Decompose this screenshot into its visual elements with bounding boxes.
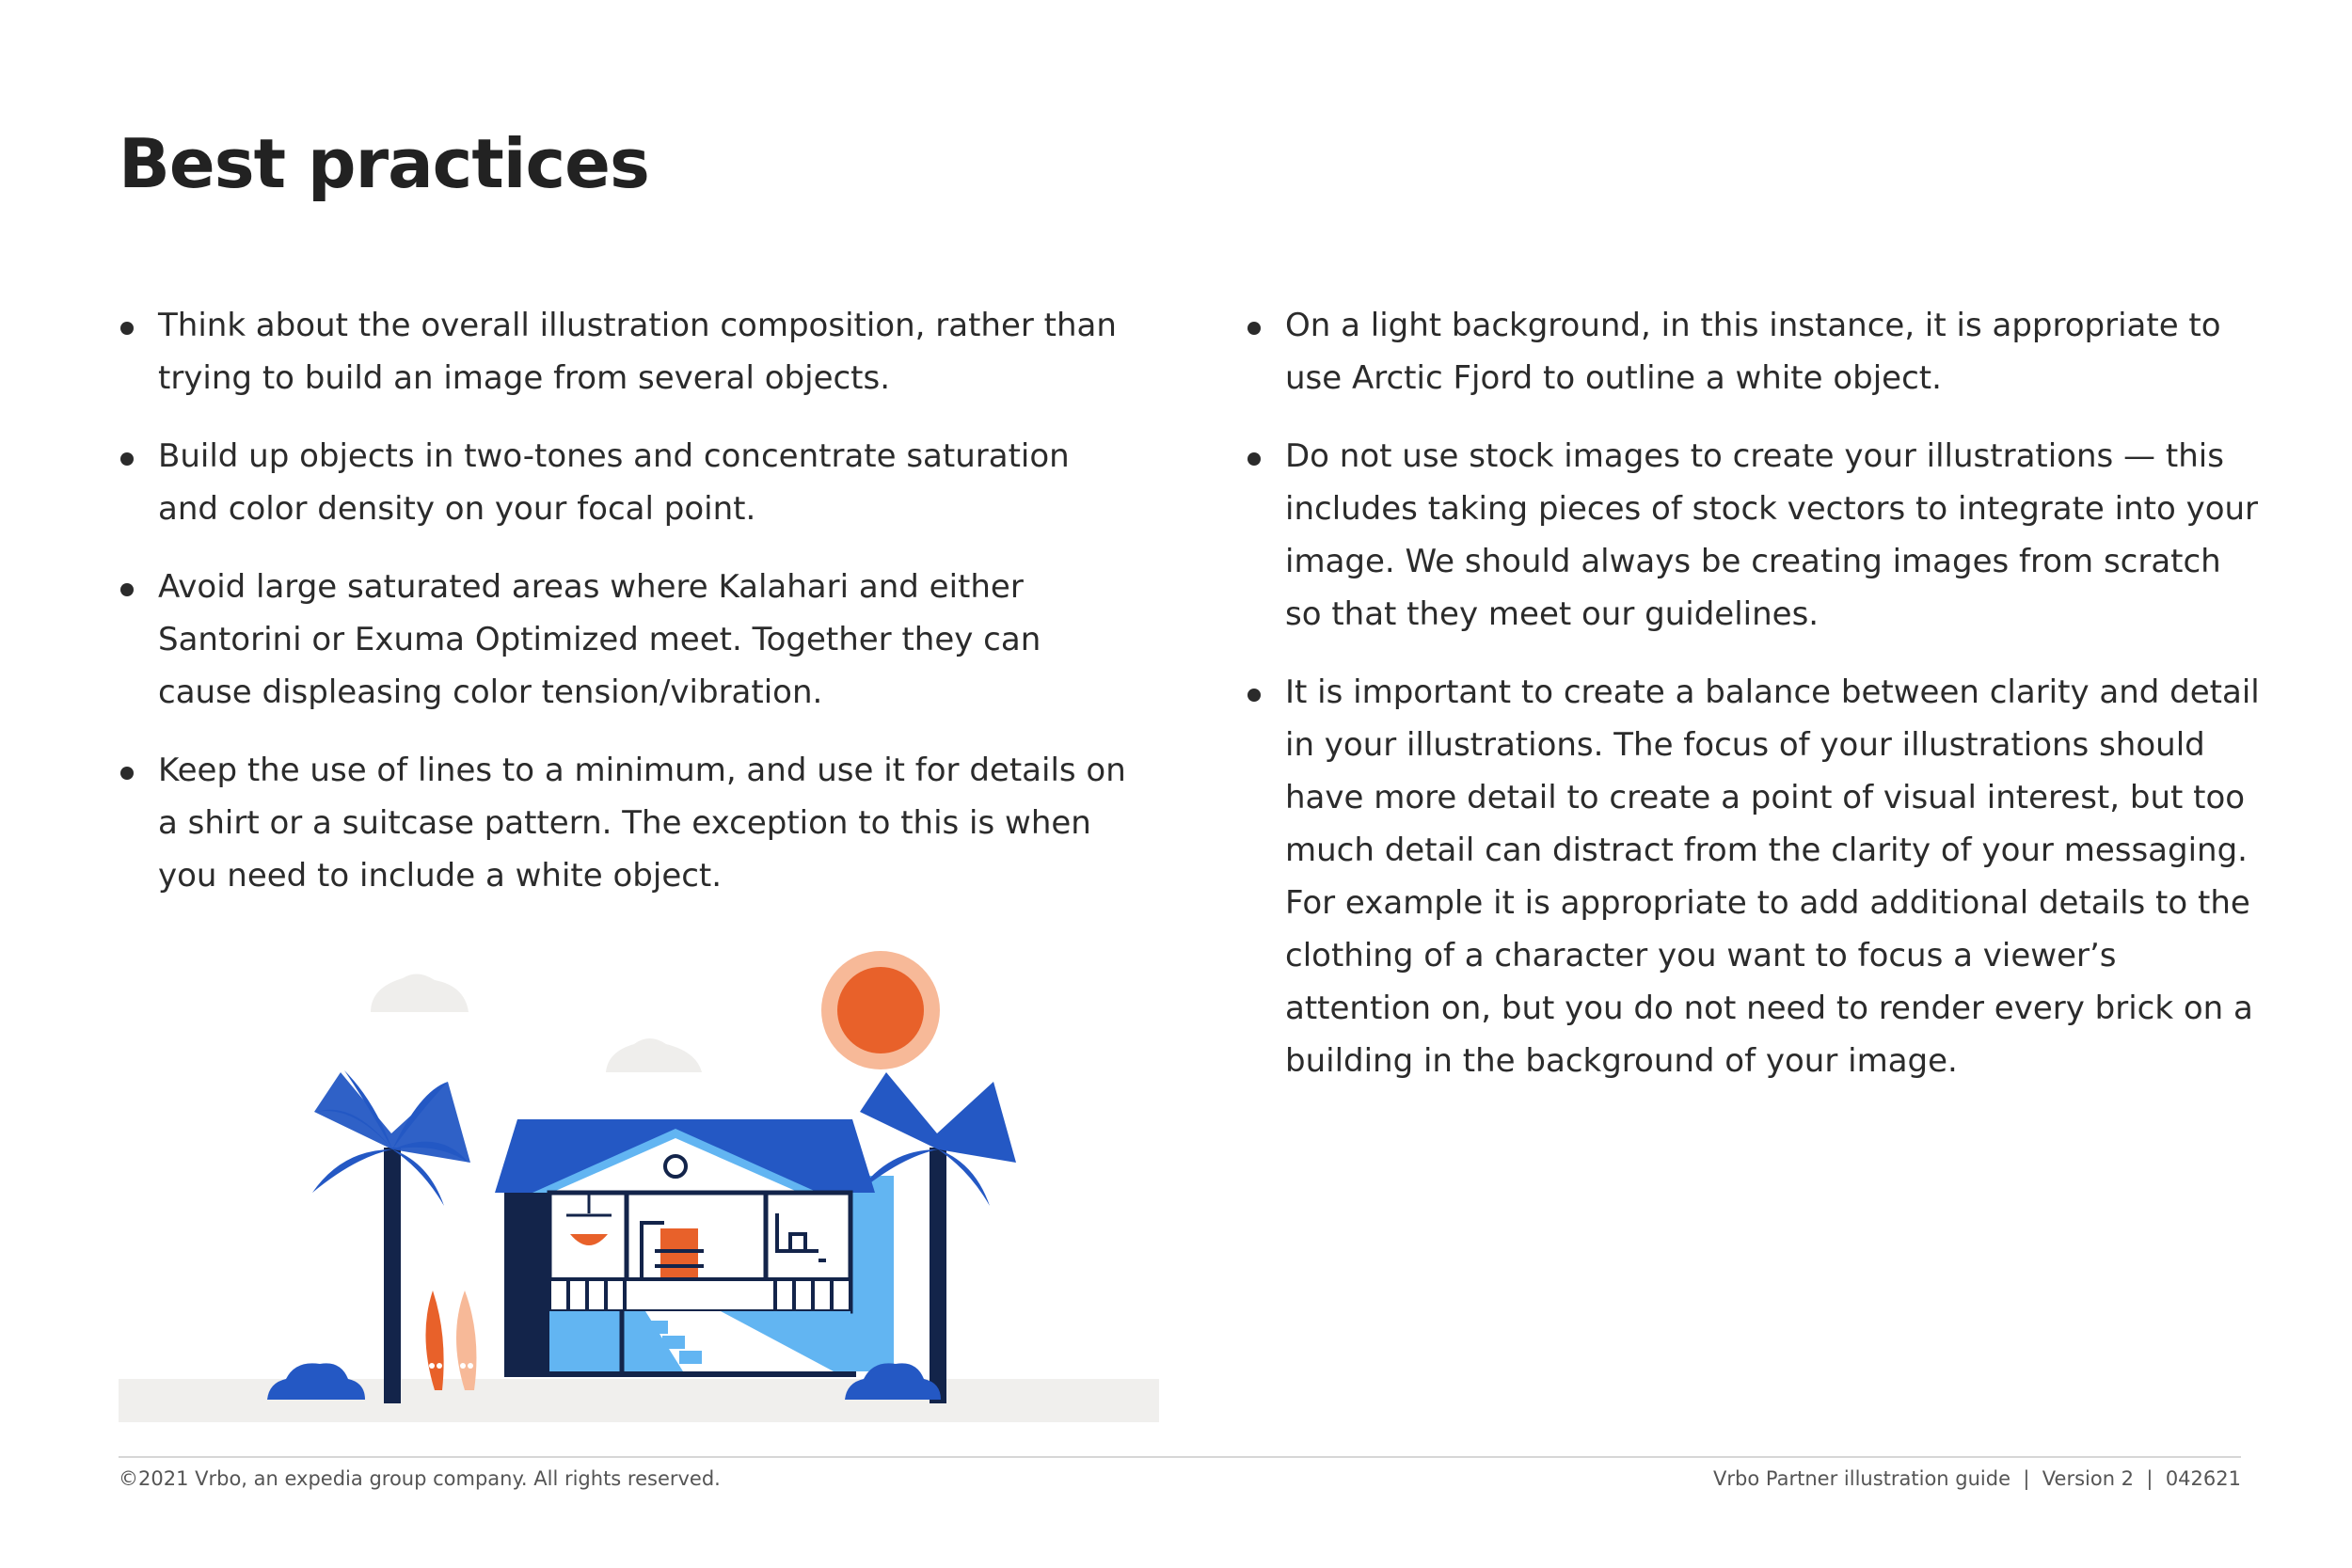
bullet-item: Do not use stock images to create your illustrations — this includes taking pieces of stock vectors to integrate into your image. We should always be creating images from scratch so that they meet our guidelines. — [1246, 430, 2262, 641]
beach-house-illustration — [119, 941, 1159, 1422]
bush-icon — [267, 1363, 365, 1400]
bullet-item: Keep the use of lines to a minimum, and use it for details on a shirt or a suitcase pattern. The exception to this is when you need to include a white object. — [119, 744, 1135, 902]
footer-divider — [119, 1456, 2241, 1458]
footer-copyright: ©2021 Vrbo, an expedia group company. All rights reserved. — [119, 1467, 721, 1490]
cloud-icon — [371, 974, 469, 1012]
bullet-item: It is important to create a balance between clarity and detail in your illustrations. The focus of your illustrations should have more detail to create a point of visual interest, but too much detail can distract from the clarity of your messaging. For example it is appropriate to add additional details to the clothing of a character you want to focus a viewer’s attention on, but you do not need to render every brick on a building in the background of your image. — [1246, 666, 2262, 1087]
right-bullet-list — [1246, 299, 2262, 1113]
surfboard-icon — [425, 1291, 443, 1390]
bullet-item: Think about the overall illustration composition, rather than trying to build an image from several objects. — [119, 299, 1135, 404]
footer-guide-info: Vrbo Partner illustration guide | Version 2 | 042621 — [1713, 1467, 2241, 1490]
bullet-item: Avoid large saturated areas where Kalahari and either Santorini or Exuma Optimized meet. Together they can cause displeasing color tension/vibration. — [119, 561, 1135, 719]
bullet-item: Build up objects in two-tones and concentrate saturation and color density on your focal point. — [119, 430, 1135, 535]
cloud-icon — [606, 1038, 702, 1072]
palm-tree-icon — [312, 1070, 470, 1403]
bullet-item: On a light background, in this instance, it is appropriate to use Arctic Fjord to outline a white object. — [1246, 299, 2262, 404]
beach-house — [495, 1119, 894, 1377]
left-bullet-list — [119, 299, 1135, 927]
surfboard-icon — [456, 1291, 476, 1390]
page-title: Best practices — [119, 124, 649, 203]
